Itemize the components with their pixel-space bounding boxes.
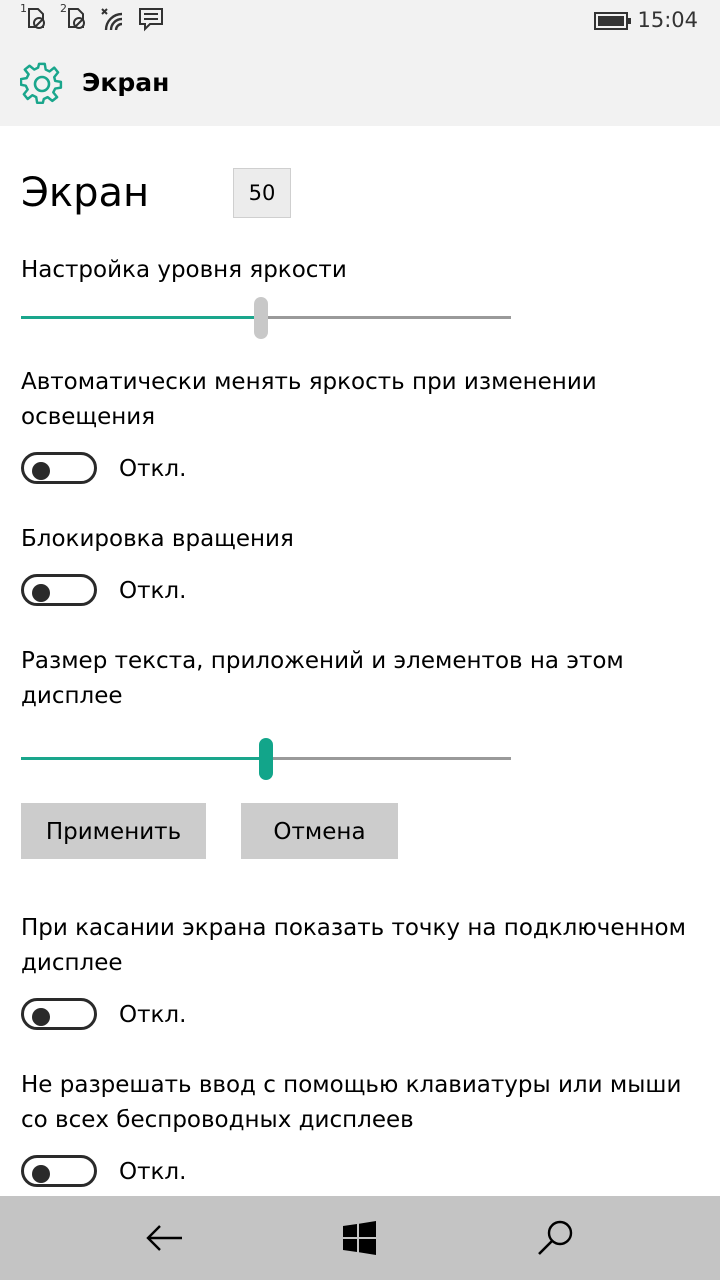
touch-point-toggle[interactable] [21,998,97,1030]
brightness-label: Настройка уровня яркости [21,257,347,283]
gear-icon [20,62,64,106]
brightness-value-box: 50 [233,168,291,218]
sim1-number: 1 [20,2,27,15]
block-input-toggle[interactable] [21,1155,97,1187]
sim2-no-signal-icon [66,6,88,30]
auto-brightness-state: Откл. [119,456,187,482]
sim1-no-signal-icon [26,6,48,30]
status-bar [0,0,720,44]
touch-point-label: При касании экрана показать точку на подключенном дисплее [21,915,686,976]
scale-slider-fill [21,757,266,760]
scale-label: Размер текста, приложений и элементов на этом дисплее [21,648,624,709]
notification-icon [138,6,164,32]
brightness-slider[interactable] [21,297,511,341]
block-input-toggle-knob [32,1165,50,1183]
touch-point-state: Откл. [119,1002,187,1028]
navigation-bar [0,1196,720,1280]
app-header [0,44,720,126]
scale-slider[interactable] [21,738,511,782]
rotation-lock-toggle[interactable] [21,574,97,606]
brightness-slider-fill [21,316,261,319]
windows-icon[interactable] [338,1216,382,1260]
rotation-lock-state: Откл. [119,578,187,604]
header-title: Экран [82,68,170,97]
block-input-state: Откл. [119,1159,187,1185]
sim2-number: 2 [60,2,67,15]
page-title: Экран [21,170,150,216]
rotation-lock-label: Блокировка вращения [21,526,294,552]
wifi-icon [98,6,126,32]
block-input-label: Не разрешать ввод с помощью клавиатуры или мыши со всех беспроводных дисплеев [21,1072,682,1133]
scale-slider-thumb[interactable] [259,738,273,780]
cancel-button[interactable]: Отмена [241,803,398,859]
auto-brightness-label: Автоматически менять яркость при изменении освещения [21,369,597,430]
search-icon[interactable] [534,1216,578,1260]
auto-brightness-toggle-knob [32,462,50,480]
brightness-slider-thumb[interactable] [254,297,268,339]
clock: 15:04 [637,8,698,32]
battery-icon [594,12,632,30]
touch-point-toggle-knob [32,1008,50,1026]
apply-button[interactable]: Применить [21,803,206,859]
auto-brightness-toggle[interactable] [21,452,97,484]
back-icon[interactable] [142,1216,186,1260]
rotation-lock-toggle-knob [32,584,50,602]
